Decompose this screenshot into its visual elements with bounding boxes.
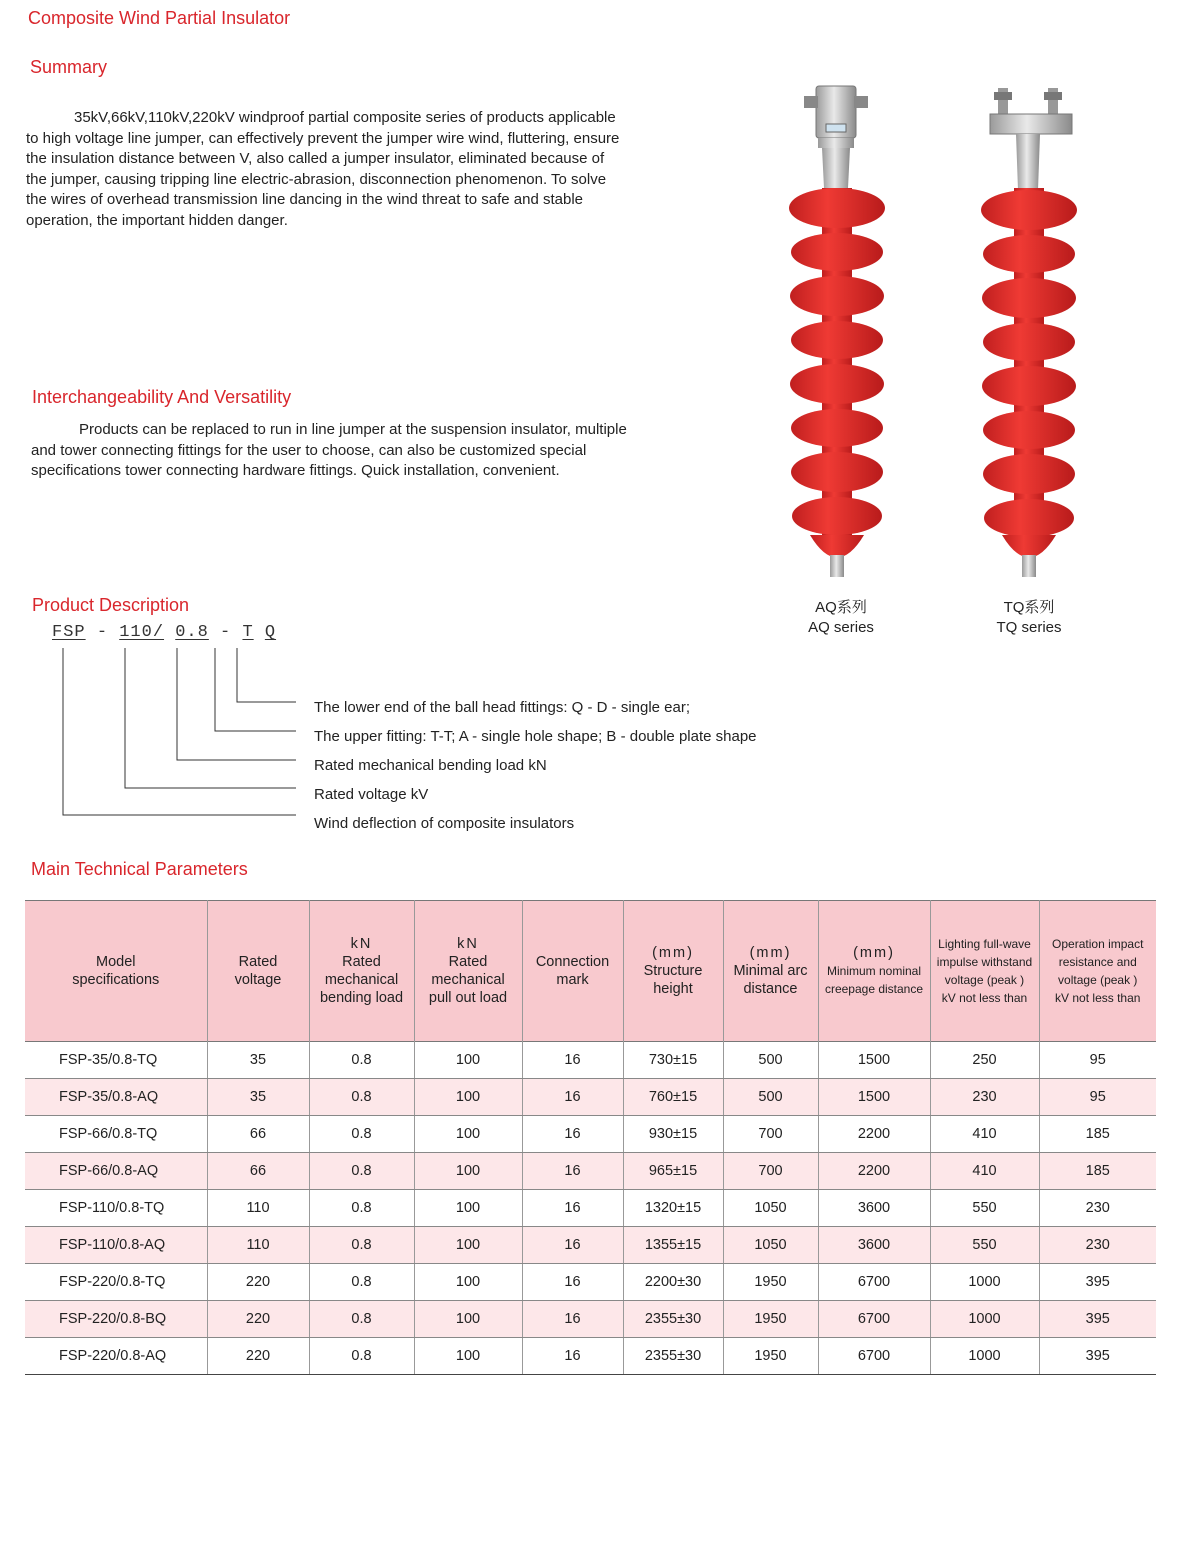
table-cell: 250: [930, 1042, 1039, 1079]
table-cell: 1355±15: [623, 1227, 723, 1264]
table-cell: 1000: [930, 1338, 1039, 1375]
model-cell: FSP-66/0.8-TQ: [25, 1116, 207, 1153]
table-cell: 1320±15: [623, 1190, 723, 1227]
table-cell: 730±15: [623, 1042, 723, 1079]
table-cell: 230: [1039, 1227, 1156, 1264]
legend-upper-fitting: The upper fitting: T-T; A - single hole shape; B - double plate shape: [314, 728, 757, 745]
table-cell: 0.8: [309, 1042, 414, 1079]
table-cell: 2200: [818, 1116, 930, 1153]
column-header-pull-out-load: kN Rated mechanical pull out load: [414, 901, 522, 1042]
code-part-load: 0.8: [175, 623, 209, 642]
table-cell: 1950: [723, 1301, 818, 1338]
table-cell: 1500: [818, 1079, 930, 1116]
table-cell: 410: [930, 1153, 1039, 1190]
aq-insulator-image: [770, 80, 910, 585]
table-cell: 6700: [818, 1301, 930, 1338]
page-title: Composite Wind Partial Insulator: [28, 8, 291, 28]
table-cell: 0.8: [309, 1153, 414, 1190]
product-description-heading: Product Description: [32, 595, 190, 615]
table-cell: 0.8: [309, 1079, 414, 1116]
table-cell: 6700: [818, 1338, 930, 1375]
model-cell: FSP-220/0.8-AQ: [25, 1338, 207, 1375]
table-cell: 2355±30: [623, 1301, 723, 1338]
legend-series: Wind deflection of composite insulators: [314, 815, 575, 832]
table-cell: 395: [1039, 1301, 1156, 1338]
table-cell: 230: [930, 1079, 1039, 1116]
table-cell: 16: [522, 1338, 623, 1375]
connector-line-lower-fitting: [237, 648, 296, 702]
table-cell: 16: [522, 1042, 623, 1079]
model-cell: FSP-220/0.8-BQ: [25, 1301, 207, 1338]
table-header-row: [25, 901, 1156, 1042]
column-header-creepage-distance: (mm) Minimum nominal creepage distance: [818, 901, 930, 1042]
table-cell: 1500: [818, 1042, 930, 1079]
summary-line: the insulation distance between V, also called a jumper insulator, eliminated because of: [26, 150, 605, 167]
table-cell: 95: [1039, 1079, 1156, 1116]
table-cell: 185: [1039, 1153, 1156, 1190]
connector-line-voltage: [125, 648, 296, 788]
table-row: [25, 1042, 1156, 1079]
table-cell: 66: [207, 1116, 309, 1153]
summary-line: to high voltage line jumper, can effectively prevent the jumper wire wind, fluttering, ensure: [26, 129, 620, 147]
table-cell: 2355±30: [623, 1338, 723, 1375]
connector-line-upper-fitting: [215, 648, 296, 731]
interchangeability-paragraph: [31, 420, 681, 482]
parameters-heading: Main Technical Parameters: [31, 859, 248, 879]
table-row: [25, 1116, 1156, 1153]
table-cell: 1000: [930, 1301, 1039, 1338]
table-cell: 35: [207, 1079, 309, 1116]
interchangeability-line: and tower connecting fittings for the user to choose, can also be customized special: [31, 441, 587, 459]
table-cell: 100: [414, 1301, 522, 1338]
table-cell: 16: [522, 1116, 623, 1153]
table-row: [25, 1264, 1156, 1301]
table-cell: 100: [414, 1190, 522, 1227]
summary-line: the jumper, causing tripping line electric-abrasion, disconnection phenomenon. To solve: [26, 170, 607, 188]
legend-rated-voltage: Rated voltage kV: [314, 786, 429, 803]
table-cell: 550: [930, 1227, 1039, 1264]
table-body: [25, 1042, 1156, 1375]
model-cell: FSP-220/0.8-TQ: [25, 1264, 207, 1301]
legend-lower-fitting: The lower end of the ball head fittings: Q - D - single ear;: [314, 699, 691, 716]
table-cell: 760±15: [623, 1079, 723, 1116]
column-header-rated-voltage: Rated voltage: [207, 901, 309, 1042]
table-cell: 220: [207, 1264, 309, 1301]
table-cell: 110: [207, 1227, 309, 1264]
table-row: [25, 1190, 1156, 1227]
table-cell: 930±15: [623, 1116, 723, 1153]
code-part-voltage: 110/: [119, 623, 165, 642]
column-header-connection-mark: Connection mark: [522, 901, 623, 1042]
table-cell: 1050: [723, 1227, 818, 1264]
table-cell: 35: [207, 1042, 309, 1079]
table-cell: 3600: [818, 1190, 930, 1227]
table-cell: 16: [522, 1190, 623, 1227]
table-cell: 0.8: [309, 1338, 414, 1375]
table-row: [25, 1301, 1156, 1338]
table-cell: 100: [414, 1338, 522, 1375]
code-separator: -: [220, 623, 232, 642]
aq-series-caption: AQ series: [808, 619, 874, 636]
tq-caption: [968, 598, 1090, 638]
summary-line: the wires of overhead transmission line dancing in the wind threat to safe and stable: [26, 191, 583, 208]
table-cell: 0.8: [309, 1190, 414, 1227]
interchangeability-line: Products can be replaced to run in line jumper at the suspension insulator, multiple: [79, 421, 627, 438]
model-cell: FSP-110/0.8-TQ: [25, 1190, 207, 1227]
model-cell: FSP-35/0.8-TQ: [25, 1042, 207, 1079]
table-cell: 110: [207, 1190, 309, 1227]
table-cell: 700: [723, 1116, 818, 1153]
parameters-table: [25, 900, 1156, 1375]
table-cell: 0.8: [309, 1116, 414, 1153]
table-cell: 2200±30: [623, 1264, 723, 1301]
table-cell: 0.8: [309, 1227, 414, 1264]
legend-bending-load: Rated mechanical bending load kN: [314, 757, 547, 774]
table-cell: 95: [1039, 1042, 1156, 1079]
code-part-upper-fitting: T: [242, 623, 254, 642]
table-cell: 1950: [723, 1338, 818, 1375]
table-cell: 230: [1039, 1190, 1156, 1227]
code-part-lower-fitting: Q: [264, 623, 277, 642]
code-legend-connector-lines: [0, 640, 320, 820]
table-cell: 100: [414, 1153, 522, 1190]
table-cell: 16: [522, 1264, 623, 1301]
summary-line: 35kV,66kV,110kV,220kV windproof partial composite series of products applicable: [74, 109, 616, 126]
table-cell: 3600: [818, 1227, 930, 1264]
model-cell: FSP-35/0.8-AQ: [25, 1079, 207, 1116]
column-header-arc-distance: (mm) Minimal arc distance: [723, 901, 818, 1042]
table-cell: 100: [414, 1264, 522, 1301]
table-cell: 550: [930, 1190, 1039, 1227]
table-cell: 100: [414, 1227, 522, 1264]
column-header-bending-load: kN Rated mechanical bending load: [309, 901, 414, 1042]
table-cell: 395: [1039, 1264, 1156, 1301]
column-header-model: Model specifications: [25, 901, 207, 1042]
column-header-operation-impact: Operation impact resistance and voltage (peak ) kV not less than: [1039, 901, 1156, 1042]
code-separator: -: [96, 623, 109, 642]
table-cell: 100: [414, 1042, 522, 1079]
code-part-series: FSP: [52, 623, 86, 642]
tq-series-name: TQ系列: [1003, 599, 1055, 616]
column-header-structure-height: (mm) Structure height: [623, 901, 723, 1042]
table-cell: 1950: [723, 1264, 818, 1301]
summary-paragraph: [26, 108, 676, 231]
table-cell: 0.8: [309, 1301, 414, 1338]
model-cell: FSP-66/0.8-AQ: [25, 1153, 207, 1190]
table-cell: 410: [930, 1116, 1039, 1153]
table-cell: 700: [723, 1153, 818, 1190]
table-cell: 0.8: [309, 1264, 414, 1301]
table-cell: 1050: [723, 1190, 818, 1227]
tq-insulator-image: [960, 80, 1100, 585]
table-cell: 16: [522, 1301, 623, 1338]
summary-heading: Summary: [30, 57, 108, 77]
table-cell: 1000: [930, 1264, 1039, 1301]
table-row: [25, 1338, 1156, 1375]
column-header-impulse-withstand: Lighting full-wave impulse withstand voltage (peak ) kV not less than: [930, 901, 1039, 1042]
table-cell: 220: [207, 1338, 309, 1375]
table-cell: 16: [522, 1227, 623, 1264]
table-row: [25, 1153, 1156, 1190]
interchangeability-heading: Interchangeability And Versatility: [32, 387, 292, 407]
table-row: [25, 1079, 1156, 1116]
table-cell: 16: [522, 1153, 623, 1190]
aq-series-name: AQ系列: [815, 599, 867, 616]
table-cell: 500: [723, 1079, 818, 1116]
table-cell: 6700: [818, 1264, 930, 1301]
table-row: [25, 1227, 1156, 1264]
table-cell: 395: [1039, 1338, 1156, 1375]
table-cell: 185: [1039, 1116, 1156, 1153]
table-cell: 100: [414, 1079, 522, 1116]
table-cell: 100: [414, 1116, 522, 1153]
aq-caption: [780, 598, 902, 638]
table-cell: 66: [207, 1153, 309, 1190]
model-cell: FSP-110/0.8-AQ: [25, 1227, 207, 1264]
table-cell: 500: [723, 1042, 818, 1079]
table-cell: 220: [207, 1301, 309, 1338]
interchangeability-line: specifications tower connecting hardware fittings. Quick installation, convenient.: [31, 462, 560, 479]
tq-series-caption: TQ series: [996, 619, 1062, 636]
table-cell: 2200: [818, 1153, 930, 1190]
table-cell: 16: [522, 1079, 623, 1116]
table-cell: 965±15: [623, 1153, 723, 1190]
summary-line: operation, the important hidden danger.: [26, 211, 288, 229]
